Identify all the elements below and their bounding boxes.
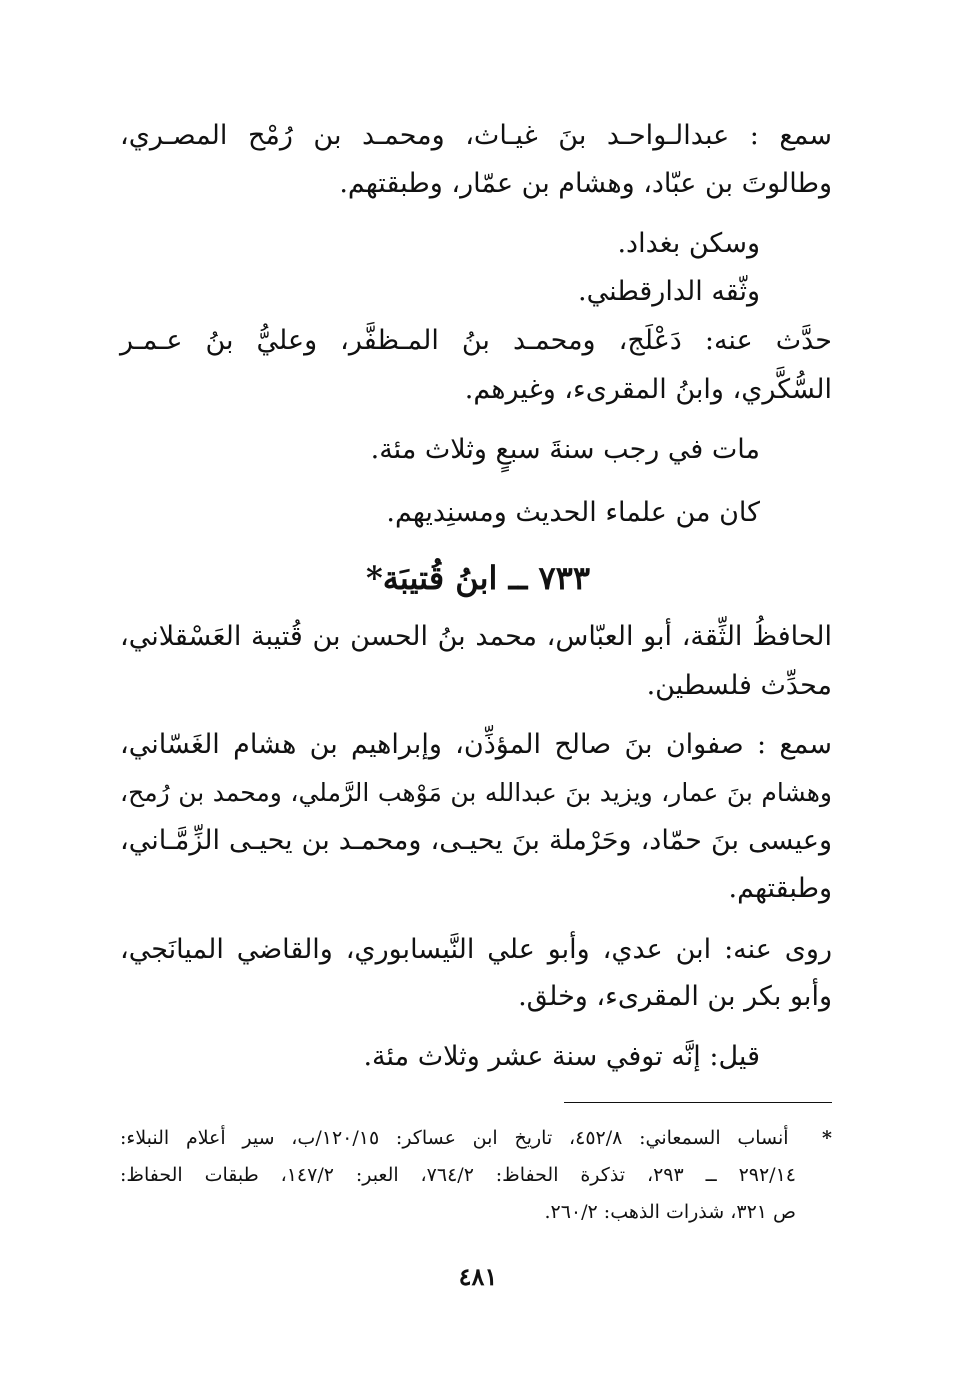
body-line: وهشام بنَ عمار، ويزيد بنَ عبدالله بن مَوْهب الرَّملي، ومحمد بن رُمح، — [120, 778, 832, 807]
footnote-line: ٢٩٢/١٤ ــ ٢٩٣، تذكرة الحفاظ: ٧٦٤/٢، العبر: ١٤٧/٢، طبقات الحفاظ: — [120, 1164, 796, 1186]
body-line: السُّكَّري، وابنُ المقرىء، وغيرهم. — [464, 374, 832, 405]
footnote-line: ص ٣٢١، شذرات الذهب: ٢٦٠/٢. — [544, 1201, 796, 1223]
body-line: سمع : صفوان بنَ صالح المؤذِّن، وإبراهيم بن هشام الغَسّاني، — [120, 729, 832, 760]
body-line: محدِّث فلسطين. — [646, 670, 832, 701]
page-number: ٤٨١ — [458, 1262, 498, 1291]
body-line: وأبو بكر بن المقرىء، وخلق. — [518, 981, 832, 1012]
footnote-text: أنساب السمعاني: ٤٥٢/٨، تاريخ ابن عساكر: ١٢٠/١٥/ب، سير أعلام النبلاء: — [120, 1127, 789, 1149]
body-line: وطالوتَ بن عبّاد، وهشام بن عمّار، وطبقتهم. — [339, 168, 832, 199]
body-line: قيل: إنَّه توفي سنة عشر وثلاث مئة. — [363, 1041, 760, 1072]
footnote-marker: * — [822, 1127, 832, 1149]
body-line: الحافظُ الثِّقة، أبو العبّاس، محمد بنُ الحسن بن قُتيبة العَسْقلاني، — [120, 621, 832, 652]
body-line: كان من علماء الحديث ومسنِديهم. — [386, 497, 760, 528]
body-line: حدَّث عنه: دَعْلَج، ومحمـد بنُ المـظفَّر، وعليُّ بنُ عـمـر — [120, 325, 832, 356]
body-line: وسكن بغداد. — [617, 228, 760, 259]
body-line: وطبقتهم. — [728, 873, 832, 904]
entry-heading: ٧٣٣ ــ ابنُ قُتيبَة* — [365, 559, 591, 597]
body-line: روى عنه: ابن عدي، وأبو علي النَّيسابوري، والقاضي الميانَجي، — [120, 934, 832, 965]
footnote-line — [120, 1124, 832, 1152]
body-line: سمع : عبدالـواحـد بنَ غيـاث، ومحمـد بن رُمْح المصـري، — [120, 120, 832, 151]
body-line: مات في رجب سنةَ سبعٍ وثلاث مئة. — [370, 434, 760, 465]
body-line: وعيسى بنَ حمّاد، وحَرْملة بنَ يحيـى، ومحمـد بن يحيـى الزِّمَّـاني، — [120, 825, 832, 856]
body-line: وثّقه الدارقطني. — [578, 276, 760, 307]
footnote-rule — [564, 1102, 832, 1103]
